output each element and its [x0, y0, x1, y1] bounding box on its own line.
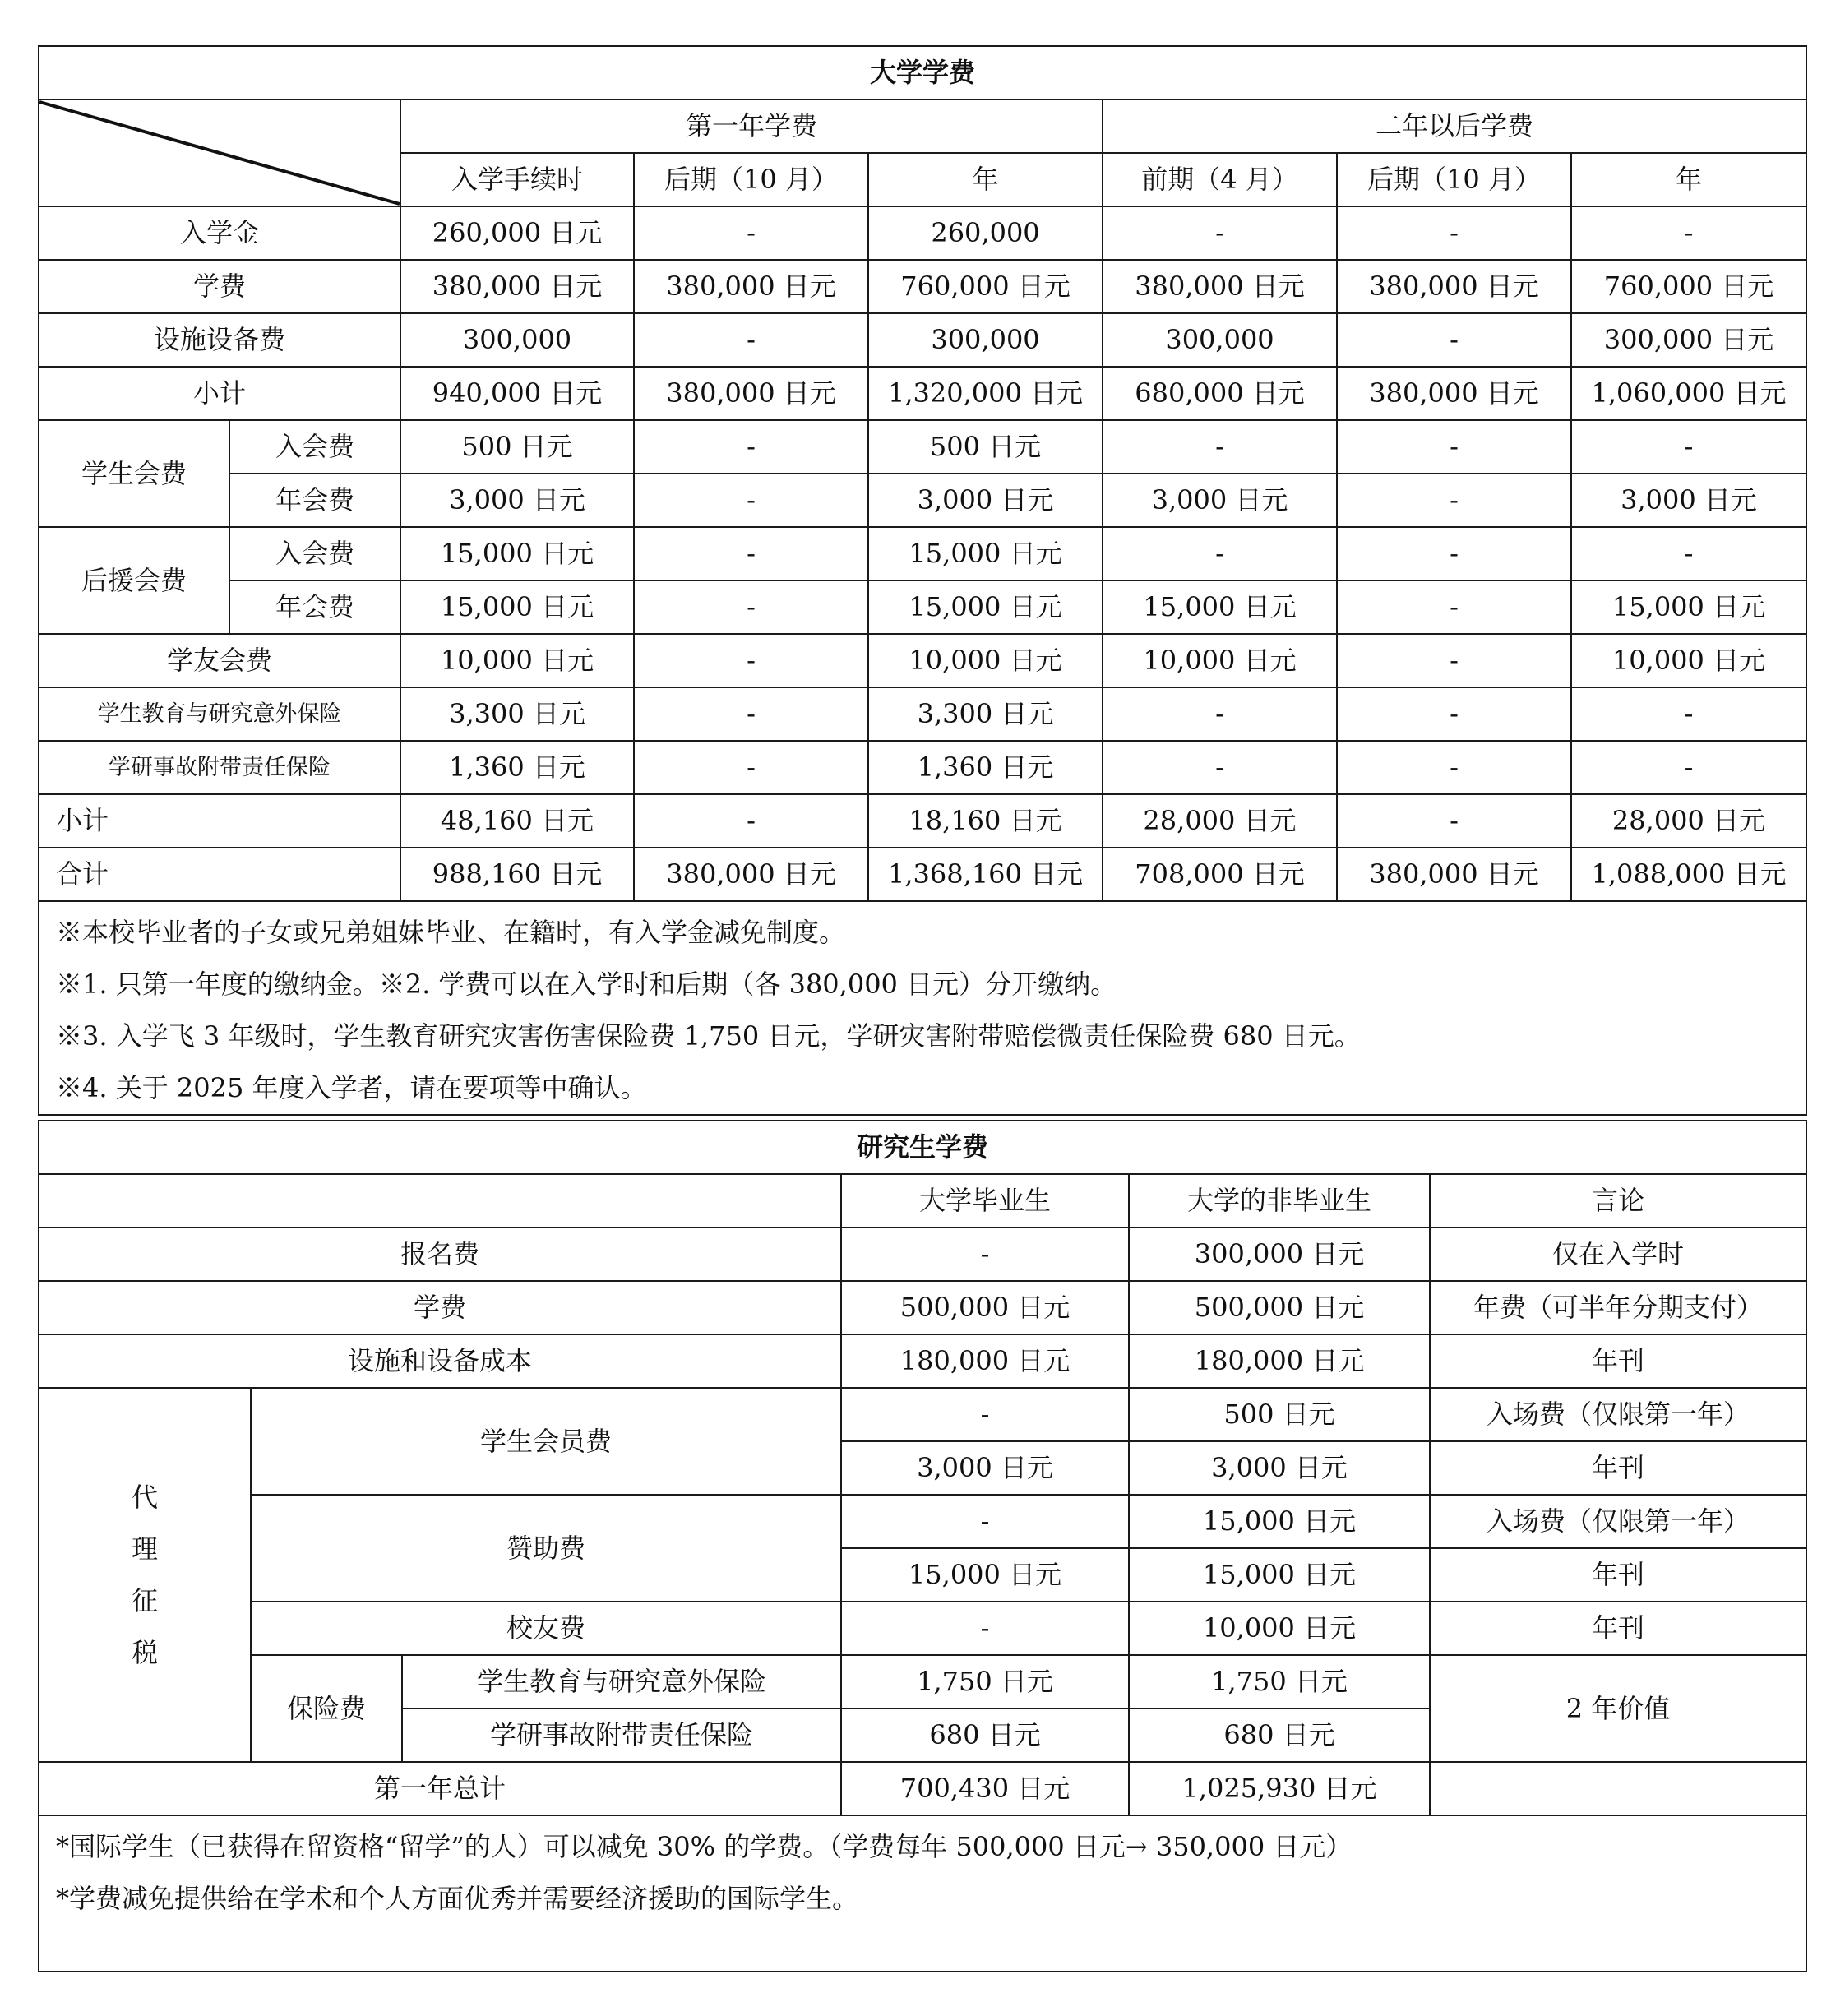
cell: 180,000 日元: [1129, 1334, 1430, 1388]
table-row: [39, 848, 1806, 901]
table-row: [39, 1388, 1806, 1441]
cell: 28,000 日元: [1103, 794, 1337, 848]
cell: 380,000 日元: [634, 260, 868, 313]
cell: 1,025,930 日元: [1129, 1762, 1430, 1815]
cell: -: [1571, 527, 1806, 580]
sub-label: 学研事故附带责任保险: [402, 1709, 841, 1762]
note-line: *学费减免提供给在学术和个人方面优秀并需要经济援助的国际学生。: [56, 1883, 859, 1914]
cell: 1,320,000 日元: [868, 367, 1103, 420]
sub-label: 入会费: [229, 420, 400, 474]
cell: 380,000 日元: [634, 367, 868, 420]
cell: -: [634, 634, 868, 687]
sub-label: 年会费: [229, 580, 400, 634]
cell: 680 日元: [1129, 1709, 1430, 1762]
table-row: [39, 420, 1806, 474]
col-header: 入学手续时: [400, 153, 634, 206]
cell: -: [1571, 687, 1806, 741]
cell: 3,300 日元: [400, 687, 634, 741]
row-label: 设施和设备成本: [39, 1334, 841, 1388]
cell: -: [634, 741, 868, 794]
table-row: [39, 1602, 1806, 1655]
cell: -: [841, 1602, 1129, 1655]
cell: 3,000 日元: [868, 474, 1103, 527]
col-header: 大学毕业生: [841, 1174, 1129, 1228]
col-header: 后期（10 月）: [1337, 153, 1571, 206]
cell: -: [1337, 794, 1571, 848]
graduate-table-title: 研究生学费: [39, 1121, 1806, 1174]
cell: -: [1571, 420, 1806, 474]
cell: 入场费（仅限第一年）: [1430, 1388, 1806, 1441]
cell: 15,000 日元: [1129, 1548, 1430, 1602]
cell: 380,000 日元: [1337, 260, 1571, 313]
cell: 15,000 日元: [868, 527, 1103, 580]
cell: 500 日元: [868, 420, 1103, 474]
cell: -: [1103, 420, 1337, 474]
table-row: [39, 741, 1806, 794]
cell: -: [634, 420, 868, 474]
table-row: [39, 1334, 1806, 1388]
row-label: 报名费: [39, 1228, 841, 1281]
cell: 15,000 日元: [1571, 580, 1806, 634]
cell: -: [841, 1495, 1129, 1548]
table-row: [39, 260, 1806, 313]
cell: 260,000 日元: [400, 206, 634, 260]
cell: -: [634, 687, 868, 741]
cell: 10,000 日元: [1571, 634, 1806, 687]
cell: 3,000 日元: [841, 1441, 1129, 1495]
col-header: 年: [868, 153, 1103, 206]
cell: 380,000 日元: [400, 260, 634, 313]
sub-label: 年会费: [229, 474, 400, 527]
cell: -: [634, 206, 868, 260]
cell: 18,160 日元: [868, 794, 1103, 848]
table-row: [39, 1281, 1806, 1334]
note-line: *国际学生（已获得在留资格“留学”的人）可以减免 30% 的学费。（学费每年 500,000 日元→ 350,000 日元）: [56, 1831, 1353, 1862]
cell: -: [1103, 741, 1337, 794]
cell: 仅在入学时: [1430, 1228, 1806, 1281]
cell: 15,000 日元: [400, 580, 634, 634]
table-row: [39, 634, 1806, 687]
cell: 300,000: [868, 313, 1103, 367]
cell: 1,360 日元: [868, 741, 1103, 794]
after-second-year-header: 二年以后学费: [1103, 99, 1806, 153]
cell: 48,160 日元: [400, 794, 634, 848]
proxy-collection-label: 代 理 征 税: [39, 1388, 251, 1762]
row-label: 学友会费: [39, 634, 400, 687]
cell: 1,088,000 日元: [1571, 848, 1806, 901]
cell: -: [634, 474, 868, 527]
cell: -: [1337, 687, 1571, 741]
insurance-remark: 2 年价值: [1430, 1655, 1806, 1762]
cell: 300,000: [1103, 313, 1337, 367]
col-header: 后期（10 月）: [634, 153, 868, 206]
cell: 15,000 日元: [400, 527, 634, 580]
cell: 380,000 日元: [1337, 367, 1571, 420]
cell: -: [634, 527, 868, 580]
row-label: 学生教育与研究意外保险: [39, 687, 400, 741]
cell: 500,000 日元: [1129, 1281, 1430, 1334]
cell: 380,000 日元: [1337, 848, 1571, 901]
cell: 680,000 日元: [1103, 367, 1337, 420]
cell: 180,000 日元: [841, 1334, 1129, 1388]
table-row: [39, 206, 1806, 260]
insurance-label: 保险费: [251, 1655, 402, 1762]
cell: 3,000 日元: [1103, 474, 1337, 527]
cell: -: [634, 580, 868, 634]
sub-label: 学生教育与研究意外保险: [402, 1655, 841, 1709]
cell: 年费（可半年分期支付）: [1430, 1281, 1806, 1334]
group-label: 后援会费: [39, 527, 229, 634]
cell: 15,000 日元: [1103, 580, 1337, 634]
cell: 380,000 日元: [634, 848, 868, 901]
row-label: 合计: [39, 848, 400, 901]
cell: 年刊: [1430, 1548, 1806, 1602]
cell: -: [1571, 206, 1806, 260]
sub-label: 入会费: [229, 527, 400, 580]
cell: -: [634, 794, 868, 848]
row-label: 入学金: [39, 206, 400, 260]
cell: -: [1337, 741, 1571, 794]
cell: 300,000 日元: [1129, 1228, 1430, 1281]
table-row: [39, 1762, 1806, 1815]
cell: -: [1337, 420, 1571, 474]
table-row: [39, 1228, 1806, 1281]
cell: 3,000 日元: [1129, 1441, 1430, 1495]
cell: 1,368,160 日元: [868, 848, 1103, 901]
graduate-fee-table: [38, 1120, 1807, 1972]
cell: 680 日元: [841, 1709, 1129, 1762]
cell: 10,000 日元: [868, 634, 1103, 687]
cell: 10,000 日元: [400, 634, 634, 687]
cell: -: [1337, 634, 1571, 687]
undergrad-notes: [39, 901, 1806, 1115]
note-line: ※1. 只第一年度的缴纳金。※2. 学费可以在入学时和后期（各 380,000 日元）分开缴纳。: [56, 969, 1117, 1000]
cell: 3,300 日元: [868, 687, 1103, 741]
cell: 380,000 日元: [1103, 260, 1337, 313]
row-label: 小计: [39, 367, 400, 420]
row-label: 校友费: [251, 1602, 841, 1655]
table-row: [39, 687, 1806, 741]
cell: 年刊: [1430, 1334, 1806, 1388]
table-row: [39, 527, 1806, 580]
row-label: 设施设备费: [39, 313, 400, 367]
first-year-header: 第一年学费: [400, 99, 1103, 153]
col-header: 大学的非毕业生: [1129, 1174, 1430, 1228]
graduate-notes: [39, 1815, 1806, 1972]
cell: 500 日元: [400, 420, 634, 474]
row-label: 学研事故附带责任保险: [39, 741, 400, 794]
undergrad-table-title: 大学学费: [39, 46, 1806, 99]
row-label: 第一年总计: [39, 1762, 841, 1815]
cell: -: [841, 1388, 1129, 1441]
cell: -: [1103, 687, 1337, 741]
cell: 3,000 日元: [1571, 474, 1806, 527]
cell: 1,750 日元: [1129, 1655, 1430, 1709]
note-line: ※4. 关于 2025 年度入学者，请在要项等中确认。: [56, 1072, 647, 1103]
table-row: [39, 1655, 1806, 1709]
cell: 年刊: [1430, 1441, 1806, 1495]
row-label: 学费: [39, 260, 400, 313]
cell: -: [1337, 474, 1571, 527]
cell: 10,000 日元: [1103, 634, 1337, 687]
cell: 15,000 日元: [868, 580, 1103, 634]
cell: 15,000 日元: [1129, 1495, 1430, 1548]
cell: 260,000: [868, 206, 1103, 260]
cell: [1430, 1762, 1806, 1815]
cell: -: [1337, 527, 1571, 580]
cell: 700,430 日元: [841, 1762, 1129, 1815]
cell: 500,000 日元: [841, 1281, 1129, 1334]
diagonal-header-cell: [39, 99, 400, 206]
undergrad-fee-table: [38, 45, 1807, 1116]
cell: 300,000 日元: [1571, 313, 1806, 367]
cell: -: [841, 1228, 1129, 1281]
cell: 760,000 日元: [868, 260, 1103, 313]
cell: 940,000 日元: [400, 367, 634, 420]
table-row: [39, 794, 1806, 848]
cell: 708,000 日元: [1103, 848, 1337, 901]
cell: -: [634, 313, 868, 367]
cell: 760,000 日元: [1571, 260, 1806, 313]
cell: 300,000: [400, 313, 634, 367]
cell: 1,750 日元: [841, 1655, 1129, 1709]
table-row: [39, 367, 1806, 420]
row-label: 小计: [39, 794, 400, 848]
group-label: 学生会费: [39, 420, 229, 527]
note-line: ※3. 入学飞 3 年级时，学生教育研究灾害伤害保险费 1,750 日元，学研灾害附带赔偿微责任保险费 680 日元。: [56, 1020, 1361, 1052]
diagonal-line: [39, 100, 400, 206]
cell: 3,000 日元: [400, 474, 634, 527]
table-row: [39, 474, 1806, 527]
cell: 1,360 日元: [400, 741, 634, 794]
cell: 500 日元: [1129, 1388, 1430, 1441]
empty-header-cell: [39, 1174, 841, 1228]
cell: -: [1103, 527, 1337, 580]
row-label: 学生会员费: [251, 1388, 841, 1495]
cell: 入场费（仅限第一年）: [1430, 1495, 1806, 1548]
row-label: 学费: [39, 1281, 841, 1334]
cell: 1,060,000 日元: [1571, 367, 1806, 420]
table-row: [39, 313, 1806, 367]
col-header: 言论: [1430, 1174, 1806, 1228]
cell: -: [1103, 206, 1337, 260]
col-header: 前期（4 月）: [1103, 153, 1337, 206]
row-label: 赞助费: [251, 1495, 841, 1602]
cell: -: [1337, 206, 1571, 260]
note-line: ※本校毕业者的子女或兄弟姐妹毕业、在籍时，有入学金减免制度。: [56, 917, 846, 948]
table-row: [39, 1495, 1806, 1548]
cell: 10,000 日元: [1129, 1602, 1430, 1655]
cell: -: [1571, 741, 1806, 794]
col-header: 年: [1571, 153, 1806, 206]
cell: 988,160 日元: [400, 848, 634, 901]
cell: 28,000 日元: [1571, 794, 1806, 848]
cell: -: [1337, 313, 1571, 367]
cell: -: [1337, 580, 1571, 634]
table-row: [39, 580, 1806, 634]
cell: 15,000 日元: [841, 1548, 1129, 1602]
cell: 年刊: [1430, 1602, 1806, 1655]
